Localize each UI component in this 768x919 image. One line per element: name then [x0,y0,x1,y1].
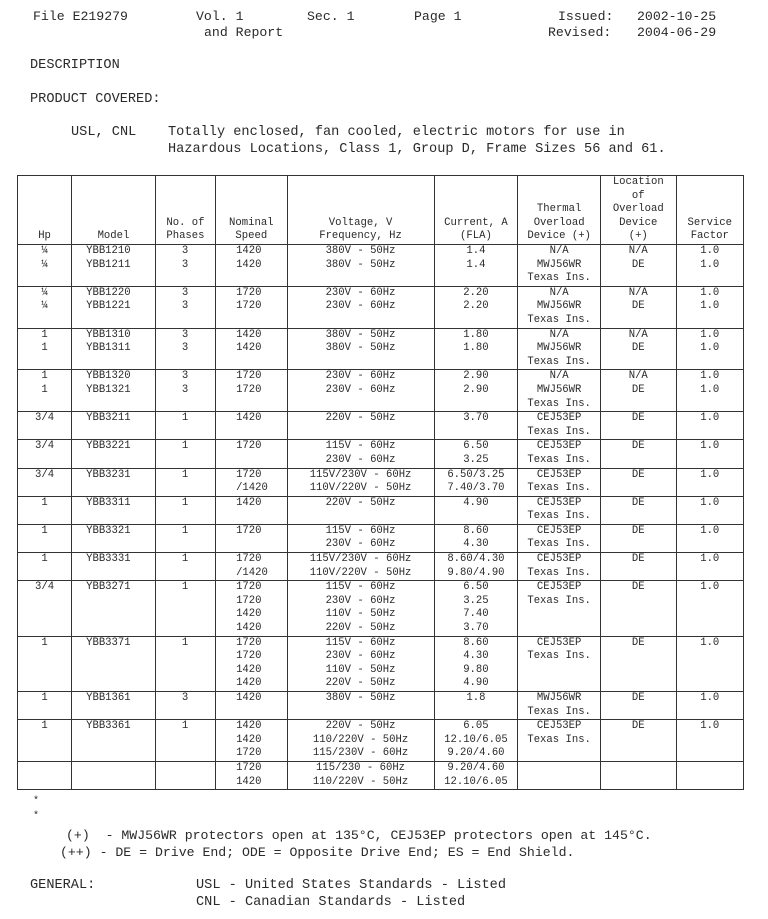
cell-current: 4.90 [434,496,518,524]
cell-current: 8.60 4.30 [434,524,518,552]
cell-hp: ¼ [18,259,72,287]
cell-voltage: 220V - 50Hz [287,496,434,524]
cell-location: DE [600,384,676,412]
cell-model: YBB3221 [72,440,156,468]
cell-voltage: 220V - 50Hz [287,412,434,440]
table-row [18,496,744,524]
col-phases-header: No. of Phases [155,176,215,245]
cell-voltage: 230V - 60Hz [287,300,434,328]
description-heading: DESCRIPTION [30,58,120,73]
table-row [18,553,744,581]
cell-service: 1.0 [676,370,743,384]
file-number: File E219279 [33,9,128,24]
cell-model: YBB3361 [72,720,156,762]
cell-service: 1.0 [676,384,743,412]
product-description-line2: Hazardous Locations, Class 1, Group D, Frame Sizes 56 and 61. [168,142,666,157]
cell-thermal [518,761,601,789]
col-voltage-header: Voltage, V Frequency, Hz [287,176,434,245]
table-row [18,440,744,468]
cell-speed: 1720 [216,300,287,328]
cell-voltage: 115V - 60Hz 230V - 60Hz 110V - 50Hz 220V - 50Hz [287,581,434,636]
cell-service: 1.0 [676,468,743,496]
cell-hp: 3/4 [18,468,72,496]
cell-service: 1.0 [676,342,743,370]
cell-hp: 3/4 [18,581,72,636]
cell-phases: 1 [155,720,215,762]
cell-phases: 3 [155,245,215,259]
general-label: GENERAL: [30,878,96,893]
cell-voltage: 220V - 50Hz 110/220V - 50Hz 115/230V - 60Hz [287,720,434,762]
col-current-header: Current, A (FLA) [434,176,518,245]
cell-speed: 1720 [216,286,287,300]
cell-thermal: CEJ53EP Texas Ins. [518,553,601,581]
revised-date: 2004-06-29 [637,25,717,40]
cell-location: DE [600,553,676,581]
table-row [18,300,744,328]
cell-phases: 3 [155,300,215,328]
cell-speed: 1720 1720 1420 1420 [216,636,287,691]
cell-voltage: 230V - 60Hz [287,384,434,412]
cell-location: DE [600,300,676,328]
cell-hp [18,761,72,789]
cell-speed: 1420 [216,245,287,259]
cell-model: YBB1321 [72,384,156,412]
cell-phases: 3 [155,384,215,412]
table-row [18,468,744,496]
table-row [18,370,744,384]
cell-current: 1.80 [434,342,518,370]
cell-voltage: 115V - 60Hz 230V - 60Hz 110V - 50Hz 220V - 50Hz [287,636,434,691]
cell-phases: 1 [155,553,215,581]
cell-current: 8.60 4.30 9.80 4.90 [434,636,518,691]
note-thermal-protectors: (+) - MWJ56WR protectors open at 135°C, CEJ53EP protectors open at 145°C. [66,828,652,843]
cell-hp: 1 [18,692,72,720]
cell-phases: 3 [155,328,215,342]
table-row [18,720,744,762]
cell-current: 2.90 [434,384,518,412]
cell-location: N/A [600,370,676,384]
col-speed-header: Nominal Speed [216,176,287,245]
cell-speed: 1420 [216,412,287,440]
cell-hp: ¼ [18,300,72,328]
cell-thermal: N/A [518,245,601,259]
cell-current: 2.90 [434,370,518,384]
cell-phases: 1 [155,581,215,636]
cell-phases: 1 [155,440,215,468]
cell-thermal: CEJ53EP Texas Ins. [518,440,601,468]
and-report: and Report [204,25,284,40]
cell-location: DE [600,581,676,636]
cell-phases [155,761,215,789]
cell-location: N/A [600,245,676,259]
cell-service: 1.0 [676,720,743,762]
cell-speed: 1720 [216,440,287,468]
table-row [18,342,744,370]
motor-spec-table [17,175,744,790]
cell-thermal: MWJ56WR Texas Ins. [518,384,601,412]
cell-speed: 1420 1420 1720 [216,720,287,762]
cell-phases: 3 [155,342,215,370]
general-cnl: CNL - Canadian Standards - Listed [196,895,466,910]
table-row [18,384,744,412]
cell-hp: ¼ [18,286,72,300]
cell-service: 1.0 [676,328,743,342]
cell-speed: 1720 [216,524,287,552]
cell-thermal: CEJ53EP Texas Ins. [518,412,601,440]
cell-hp: 1 [18,636,72,691]
cell-current: 3.70 [434,412,518,440]
cell-model [72,761,156,789]
page-number: Page 1 [414,9,462,24]
cell-speed: 1720 /1420 [216,553,287,581]
cell-service: 1.0 [676,259,743,287]
cell-location: N/A [600,286,676,300]
cell-location: DE [600,496,676,524]
cell-location: DE [600,720,676,762]
cell-current: 1.8 [434,692,518,720]
cell-service: 1.0 [676,412,743,440]
cell-current: 1.4 [434,259,518,287]
table-row [18,286,744,300]
cell-phases: 3 [155,692,215,720]
cell-voltage: 115V - 60Hz 230V - 60Hz [287,524,434,552]
cell-phases: 3 [155,286,215,300]
cell-model: YBB3271 [72,581,156,636]
col-location-header: Location of Overload Device (+) [600,176,676,245]
cell-speed: 1420 [216,342,287,370]
cell-current: 1.4 [434,245,518,259]
cell-model: YBB1220 [72,286,156,300]
cell-phases: 3 [155,370,215,384]
general-usl: USL - United States Standards - Listed [196,878,506,893]
cell-current: 8.60/4.30 9.80/4.90 [434,553,518,581]
cell-speed: 1720 [216,370,287,384]
issued-date: 2002-10-25 [637,9,717,24]
cell-voltage: 380V - 50Hz [287,259,434,287]
cell-model: YBB1211 [72,259,156,287]
cell-model: YBB1320 [72,370,156,384]
cell-speed: 1420 [216,328,287,342]
product-description-line1: Totally enclosed, fan cooled, electric motors for use in [168,125,625,140]
cell-model: YBB3321 [72,524,156,552]
col-hp-header: Hp [18,176,72,245]
cell-model: YBB1311 [72,342,156,370]
cell-thermal: N/A [518,370,601,384]
table-row [18,328,744,342]
note-location-abbrev: (++) - DE = Drive End; ODE = Opposite Drive End; ES = End Shield. [60,845,575,860]
table-header-row [18,176,744,245]
cell-hp: ¼ [18,245,72,259]
table-row [18,761,744,789]
cell-service: 1.0 [676,286,743,300]
cell-voltage: 380V - 50Hz [287,328,434,342]
cell-location: DE [600,636,676,691]
cell-hp: 1 [18,342,72,370]
cell-current: 6.05 12.10/6.05 9.20/4.60 [434,720,518,762]
cell-thermal: CEJ53EP Texas Ins. [518,636,601,691]
cell-speed: 1420 [216,259,287,287]
cell-phases: 1 [155,496,215,524]
table-row [18,412,744,440]
product-covered-heading: PRODUCT COVERED: [30,92,161,107]
revised-label: Revised: [548,25,612,40]
cell-hp: 1 [18,524,72,552]
issued-label: Issued: [558,9,614,24]
cell-location: DE [600,412,676,440]
cell-service: 1.0 [676,440,743,468]
cell-service: 1.0 [676,553,743,581]
cell-thermal: CEJ53EP Texas Ins. [518,468,601,496]
cell-speed: 1420 [216,496,287,524]
cell-model: YBB3371 [72,636,156,691]
table-row [18,581,744,636]
col-model-header: Model [72,176,156,245]
cell-current: 2.20 [434,300,518,328]
cell-service: 1.0 [676,692,743,720]
cell-location: DE [600,468,676,496]
cell-hp: 1 [18,328,72,342]
cell-location: DE [600,524,676,552]
footnote-star-2: * [33,811,40,822]
cell-hp: 3/4 [18,440,72,468]
cell-voltage: 115V - 60Hz 230V - 60Hz [287,440,434,468]
cell-model: YBB3211 [72,412,156,440]
cell-phases: 1 [155,524,215,552]
cell-service [676,761,743,789]
cell-current: 2.20 [434,286,518,300]
footnote-star-1: * [33,796,40,807]
table-row [18,524,744,552]
cell-speed: 1720 /1420 [216,468,287,496]
cell-service: 1.0 [676,300,743,328]
col-service-header: Service Factor [676,176,743,245]
cell-hp: 1 [18,384,72,412]
cell-thermal: N/A [518,286,601,300]
cell-current: 6.50 3.25 [434,440,518,468]
cell-thermal: MWJ56WR Texas Ins. [518,692,601,720]
volume: Vol. 1 [196,9,244,24]
cell-current: 6.50 3.25 7.40 3.70 [434,581,518,636]
cell-service: 1.0 [676,524,743,552]
cell-phases: 1 [155,412,215,440]
cell-current: 9.20/4.60 12.10/6.05 [434,761,518,789]
cell-speed: 1720 1420 [216,761,287,789]
cell-phases: 1 [155,636,215,691]
cell-model: YBB3311 [72,496,156,524]
cell-thermal: MWJ56WR Texas Ins. [518,300,601,328]
table-row [18,259,744,287]
cell-voltage: 380V - 50Hz [287,245,434,259]
cell-hp: 3/4 [18,412,72,440]
cell-thermal: CEJ53EP Texas Ins. [518,581,601,636]
cell-speed: 1720 1720 1420 1420 [216,581,287,636]
cell-location [600,761,676,789]
cell-voltage: 115V/230V - 60Hz 110V/220V - 50Hz [287,468,434,496]
cell-location: DE [600,342,676,370]
cell-hp: 1 [18,370,72,384]
table-row [18,245,744,259]
cell-location: DE [600,259,676,287]
cell-service: 1.0 [676,636,743,691]
cell-thermal: MWJ56WR Texas Ins. [518,342,601,370]
cell-model: YBB1221 [72,300,156,328]
cell-voltage: 115V/230V - 60Hz 110V/220V - 50Hz [287,553,434,581]
cell-voltage: 115/230 - 60Hz 110/220V - 50Hz [287,761,434,789]
cell-voltage: 230V - 60Hz [287,370,434,384]
cell-model: YBB3331 [72,553,156,581]
col-thermal-header: Thermal Overload Device (+) [518,176,601,245]
cell-thermal: N/A [518,328,601,342]
section: Sec. 1 [307,9,355,24]
cell-model: YBB1210 [72,245,156,259]
cell-thermal: MWJ56WR Texas Ins. [518,259,601,287]
cell-hp: 1 [18,496,72,524]
cell-model: YBB1361 [72,692,156,720]
cell-model: YBB1310 [72,328,156,342]
cell-thermal: CEJ53EP Texas Ins. [518,524,601,552]
table-row [18,636,744,691]
cell-speed: 1420 [216,692,287,720]
table-row [18,692,744,720]
cell-voltage: 380V - 50Hz [287,342,434,370]
table-body [18,245,744,790]
cell-hp: 1 [18,553,72,581]
cell-current: 6.50/3.25 7.40/3.70 [434,468,518,496]
cell-location: DE [600,692,676,720]
cell-speed: 1720 [216,384,287,412]
cell-service: 1.0 [676,581,743,636]
cell-location: N/A [600,328,676,342]
cell-current: 1.80 [434,328,518,342]
cell-service: 1.0 [676,496,743,524]
cell-thermal: CEJ53EP Texas Ins. [518,720,601,762]
cell-voltage: 230V - 60Hz [287,286,434,300]
cell-phases: 3 [155,259,215,287]
cell-phases: 1 [155,468,215,496]
cell-hp: 1 [18,720,72,762]
cell-model: YBB3231 [72,468,156,496]
product-codes: USL, CNL [71,125,137,140]
cell-thermal: CEJ53EP Texas Ins. [518,496,601,524]
cell-location: DE [600,440,676,468]
cell-voltage: 380V - 50Hz [287,692,434,720]
cell-service: 1.0 [676,245,743,259]
